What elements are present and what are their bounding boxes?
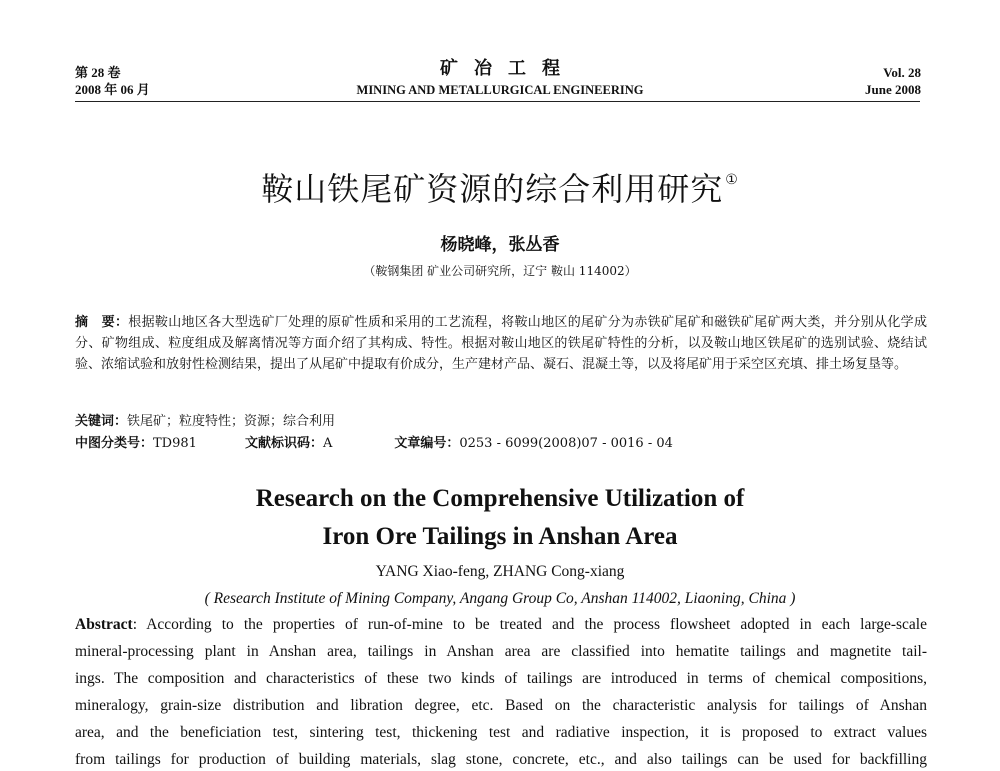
affiliation-en: ( Research Institute of Mining Company, Angang Group Co, Anshan 114002, Liaoning, China ) — [204, 590, 796, 607]
authors-cn: 杨晓峰，张丛香 — [440, 235, 560, 255]
footnote-marker: ① — [725, 172, 739, 188]
journal-title-cn: 矿冶工程 — [440, 58, 576, 79]
abstract-en-line: from tailings for production of building materials, slag stone, concrete, etc., and also tailings can be used for backfilling — [75, 751, 927, 768]
volume-en: Vol. 28 — [883, 65, 921, 80]
abstract-en-text: : According to the properties of run-of-mine to be treated and the process flowsheet adopted in each large-scale — [132, 616, 927, 633]
keywords-cn — [75, 412, 335, 432]
header-left — [75, 64, 150, 98]
abstract-en-label: Abstract — [75, 616, 133, 633]
paper-title-en-line1: Research on the Comprehensive Utilization of — [255, 485, 745, 512]
paper-title-cn — [0, 160, 1000, 209]
journal-title-en: MINING AND METALLURGICAL ENGINEERING — [356, 83, 644, 97]
classification-line — [75, 434, 673, 454]
paper-title-en-line2: Iron Ore Tailings in Anshan Area — [322, 523, 678, 550]
date-en: June 2008 — [865, 82, 921, 97]
journal-masthead — [250, 58, 750, 98]
clc-label: 中图分类号： — [75, 436, 154, 451]
keywords-cn-text: 铁尾矿；粒度特性；资源；综合利用 — [127, 414, 336, 429]
clc-value: TD981 — [153, 436, 197, 451]
doc-code-value: A — [322, 436, 333, 451]
date-cn: 2008 年 06 月 — [75, 82, 150, 97]
abstract-en-line: mineralogy, grain-size distribution and libration degree, etc. Based on the characteristic analysis for tailings of Anshan — [75, 697, 927, 714]
abstract-en-line — [75, 614, 927, 636]
article-number-label: 文章编号： — [394, 436, 460, 451]
doc-code-label: 文献标识码： — [244, 436, 323, 451]
abstract-cn-text: 根据鞍山地区各大型选矿厂处理的原矿性质和采用的工艺流程，将鞍山地区的尾矿分为赤铁矿尾矿和磁铁矿尾矿两大类，并分别从化学成分、矿物组成、粒度组成及解离情况等方面介绍了其构成、特性。根据对鞍山地区的铁尾矿特性的分析，以及鞍山地区铁尾矿的选别试验、烧结试验、浓缩试验和放射性检测结果，提出了从尾矿中提取有价成分，生产建材产品、凝石、混凝土等，以及将尾矿用于采空区充填、排土场复垦等。 — [75, 315, 927, 372]
abstract-cn — [75, 312, 927, 375]
header-rule — [75, 101, 920, 102]
article-number-value: 0253 - 6099(2008)07 - 0016 - 04 — [459, 436, 673, 451]
keywords-cn-label: 关键词： — [75, 414, 128, 429]
abstract-en-line: ings. The composition and characteristics of these two kinds of tailings are introduced in terms of chemical compositions, — [75, 670, 927, 687]
volume-cn: 第 28 卷 — [75, 65, 121, 80]
abstract-en-line: area, and the beneficiation test, sintering test, thickening test and radiative inspection, it is proposed to extract values — [75, 724, 927, 741]
abstract-en-line: mineral-processing plant in Anshan area, tailings in Anshan area are classified into hematite tailings and magnetite tail- — [75, 643, 927, 660]
paper-title-cn-text: 鞍山铁尾矿资源的综合利用研究 — [261, 170, 724, 208]
header-right — [865, 64, 921, 98]
abstract-cn-label: 摘 要： — [75, 315, 129, 330]
authors-en: YANG Xiao-feng, ZHANG Cong-xiang — [375, 563, 625, 580]
affiliation-cn: （鞍钢集团 矿业公司研究所，辽宁 鞍山 114002） — [363, 264, 637, 278]
